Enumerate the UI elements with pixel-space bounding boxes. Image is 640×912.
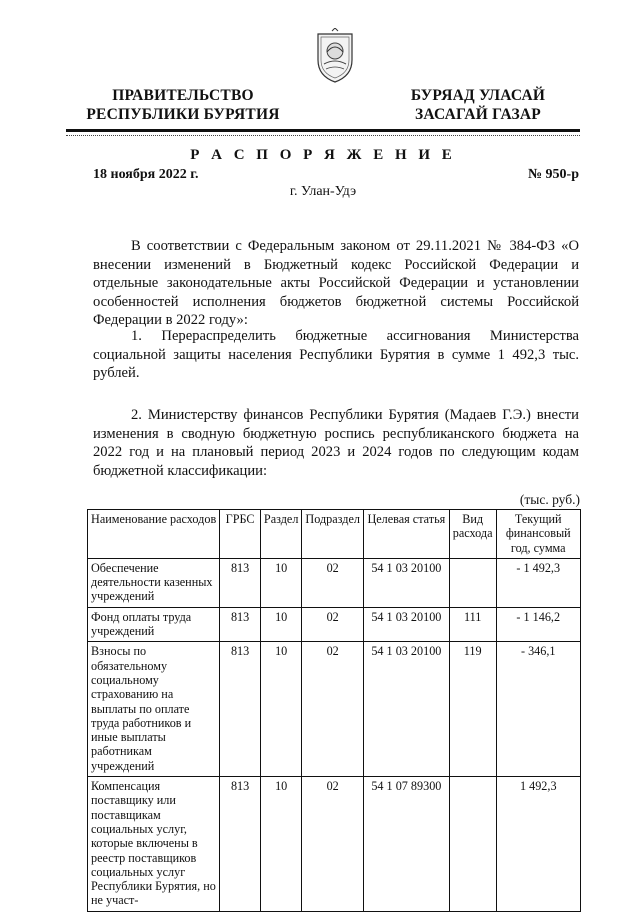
cell-summa: - 1 492,3 bbox=[496, 558, 581, 607]
header-government-ru bbox=[78, 86, 288, 124]
header-razdel: Раздел bbox=[260, 510, 301, 559]
cell-podrazdel: 02 bbox=[302, 558, 364, 607]
cell-razdel: 10 bbox=[260, 777, 301, 912]
header-government-bur bbox=[398, 86, 558, 124]
cell-name: Обеспечение деятельности казенных учреждений bbox=[88, 558, 220, 607]
cell-podrazdel: 02 bbox=[302, 642, 364, 777]
header-left-line2: РЕСПУБЛИКИ БУРЯТИЯ bbox=[86, 106, 280, 123]
header-grbs: ГРБС bbox=[220, 510, 261, 559]
table-unit-label: (тыс. руб.) bbox=[519, 492, 580, 507]
cell-vid bbox=[449, 558, 496, 607]
cell-vid: 119 bbox=[449, 642, 496, 777]
cell-statya: 54 1 03 20100 bbox=[363, 607, 449, 642]
cell-summa: - 1 146,2 bbox=[496, 607, 581, 642]
coat-of-arms-emblem-icon bbox=[312, 28, 358, 84]
document-number: № 950-р bbox=[527, 167, 579, 182]
cell-grbs: 813 bbox=[220, 777, 261, 912]
document-city: г. Улан-Удэ bbox=[289, 184, 357, 199]
cell-statya: 54 1 07 89300 bbox=[363, 777, 449, 912]
document-date: 18 ноября 2022 г. bbox=[93, 167, 199, 182]
cell-razdel: 10 bbox=[260, 558, 301, 607]
paragraph-preamble: В соответствии с Федеральным законом от 29.11.2021 № 384-ФЗ «О внесении изменений в Бюджетный кодекс Российской Федерации и отдельные законодательные акты Российской Федерации и установлении особенностей исполнения бюджетов бюджетной системы Российской Федерации в 2022 году»: bbox=[93, 238, 579, 328]
cell-name: Взносы по обязательному социальному страхованию на выплаты по оплате труда работников и иные выплаты работникам учреждений bbox=[88, 642, 220, 777]
cell-vid: 111 bbox=[449, 607, 496, 642]
header-podrazdel: Подраздел bbox=[302, 510, 364, 559]
table-row bbox=[88, 558, 581, 607]
table-row bbox=[88, 642, 581, 777]
paragraph-item-1: 1. Перераспределить бюджетные ассигнования Министерства социальной защиты населения Республики Бурятия в сумме 1 492,3 тыс. рублей. bbox=[93, 328, 579, 381]
table-row bbox=[88, 777, 581, 912]
cell-name: Компенсация поставщику или поставщикам социальных услуг, которые включены в реестр поставщиков социальных услуг Республики Бурятия, но не участ- bbox=[88, 777, 220, 912]
header-left-line1: ПРАВИТЕЛЬСТВО bbox=[112, 87, 254, 104]
cell-summa: - 346,1 bbox=[496, 642, 581, 777]
header-right-line2: ЗАСАГАЙ ГАЗАР bbox=[415, 106, 541, 123]
cell-name: Фонд оплаты труда учреждений bbox=[88, 607, 220, 642]
cell-statya: 54 1 03 20100 bbox=[363, 642, 449, 777]
header-statya: Целевая статья bbox=[363, 510, 449, 559]
header-dotted-divider bbox=[66, 135, 580, 136]
cell-summa: 1 492,3 bbox=[496, 777, 581, 912]
cell-vid bbox=[449, 777, 496, 912]
header-right-line1: БУРЯАД УЛАСАЙ bbox=[410, 87, 546, 104]
header-summa: Текущий финансовый год, сумма bbox=[496, 510, 581, 559]
header-vid: Вид расхода bbox=[449, 510, 496, 559]
budget-table bbox=[87, 509, 581, 912]
header-divider bbox=[66, 129, 580, 132]
paragraph-item-2: 2. Министерству финансов Республики Бурятия (Мадаев Г.Э.) внести изменения в сводную бюджетную роспись республиканского бюджета на 2022 год и на плановый период 2023 и 2024 годов по следующим кодам бюджетной классификации: bbox=[93, 407, 579, 479]
cell-razdel: 10 bbox=[260, 642, 301, 777]
cell-razdel: 10 bbox=[260, 607, 301, 642]
cell-statya: 54 1 03 20100 bbox=[363, 558, 449, 607]
cell-grbs: 813 bbox=[220, 607, 261, 642]
header-name: Наименование расходов bbox=[88, 510, 220, 559]
table-row bbox=[88, 607, 581, 642]
document-title: Р А С П О Р Я Ж Е Н И Е bbox=[190, 147, 456, 163]
cell-grbs: 813 bbox=[220, 558, 261, 607]
cell-podrazdel: 02 bbox=[302, 777, 364, 912]
cell-podrazdel: 02 bbox=[302, 607, 364, 642]
table-header-row bbox=[88, 510, 581, 559]
cell-grbs: 813 bbox=[220, 642, 261, 777]
